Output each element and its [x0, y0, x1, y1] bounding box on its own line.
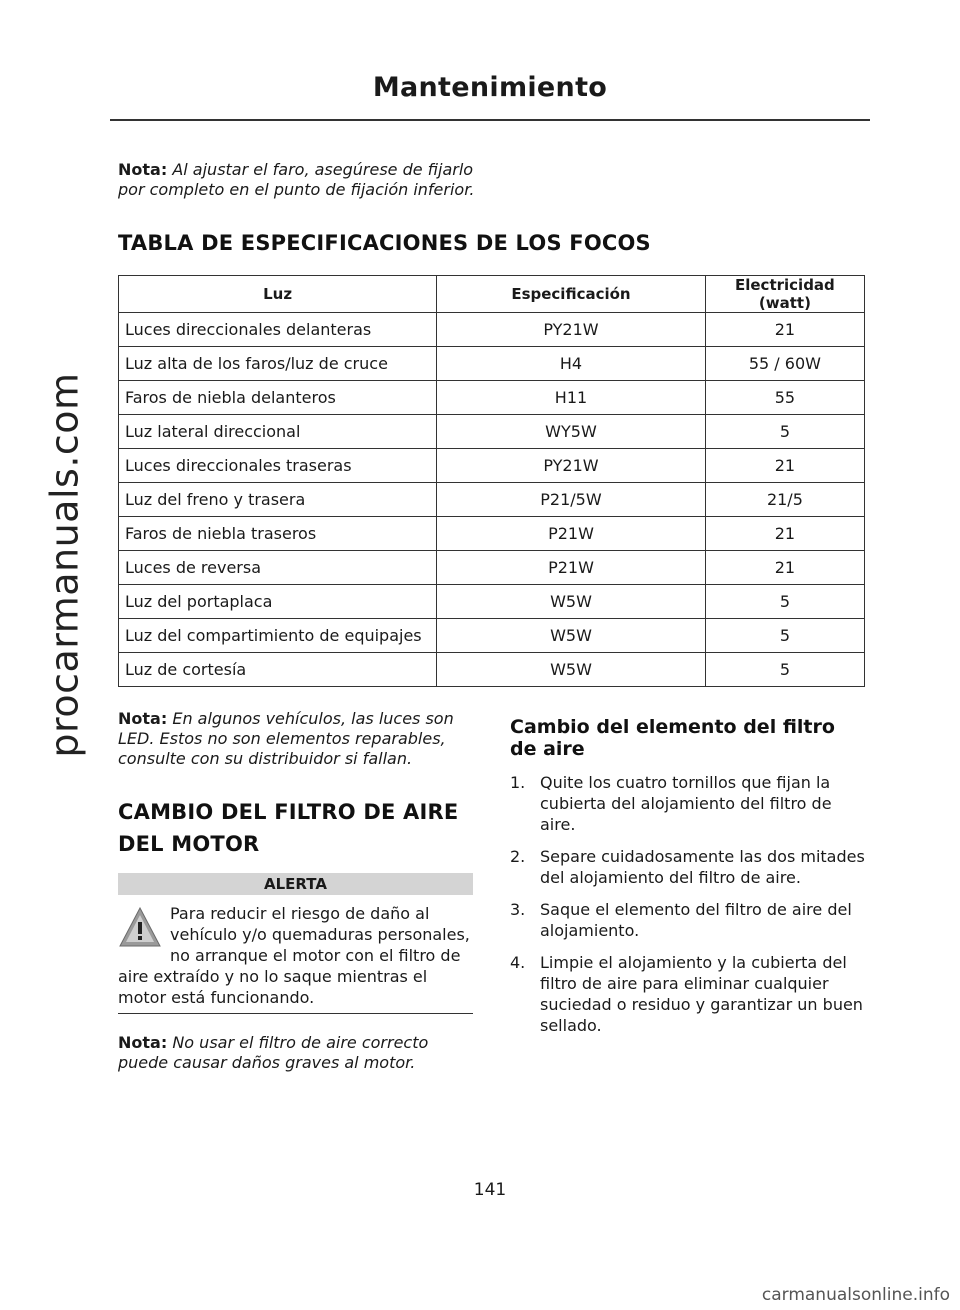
table-body	[119, 313, 865, 687]
cell-especificacion: WY5W	[437, 415, 706, 449]
cell-electricidad: 21	[705, 517, 864, 551]
side-watermark	[35, 300, 95, 830]
note-led	[118, 709, 468, 769]
page-header-title: Mantenimiento	[372, 72, 608, 103]
cell-luz: Luz del compartimiento de equipajes	[119, 619, 437, 653]
table-row	[119, 585, 865, 619]
side-watermark-text: procarmanuals.com	[43, 372, 87, 758]
cell-especificacion: P21/5W	[437, 483, 706, 517]
header-electricidad: Electricidad (watt)	[705, 276, 864, 313]
cell-especificacion: H11	[437, 381, 706, 415]
table-row	[119, 415, 865, 449]
note-label: Nota:	[118, 1033, 168, 1052]
cell-luz: Luces direccionales traseras	[119, 449, 437, 483]
header-especificacion: Especificación	[437, 276, 706, 313]
table-row	[119, 653, 865, 687]
cell-luz: Luz del portaplaca	[119, 585, 437, 619]
cell-especificacion: W5W	[437, 619, 706, 653]
air-filter-title-line1: CAMBIO DEL FILTRO DE AIRE	[118, 800, 459, 824]
bulb-spec-table	[118, 275, 865, 687]
bulb-table-title: TABLA DE ESPECIFICACIONES DE LOS FOCOS	[118, 231, 651, 255]
cell-electricidad: 55	[705, 381, 864, 415]
list-item	[510, 846, 870, 888]
cell-especificacion: PY21W	[437, 449, 706, 483]
cell-luz: Luz lateral direccional	[119, 415, 437, 449]
step-text: Quite los cuatro tornillos que fijan la cubierta del alojamiento del filtro de aire.	[540, 773, 832, 834]
header-divider	[110, 119, 870, 121]
cell-electricidad: 5	[705, 619, 864, 653]
cell-luz: Luz del freno y trasera	[119, 483, 437, 517]
cell-electricidad: 5	[705, 585, 864, 619]
note-headlamp	[118, 160, 488, 200]
air-filter-title-line2: DEL MOTOR	[118, 832, 260, 856]
step-text: Separe cuidadosamente las dos mitades del alojamiento del filtro de aire.	[540, 847, 865, 887]
cell-luz: Faros de niebla delanteros	[119, 381, 437, 415]
table-row	[119, 347, 865, 381]
air-filter-section-title	[118, 796, 478, 860]
table-row	[119, 313, 865, 347]
alert-text: Para reducir el riesgo de daño al vehículo y/o quemaduras personales, no arranque el motor con el filtro de aire extraído y no lo saque mientras el motor está funcionando.	[118, 904, 470, 1007]
cell-especificacion: P21W	[437, 551, 706, 585]
cell-luz: Faros de niebla traseros	[119, 517, 437, 551]
element-change-title: Cambio del elemento del filtro de aire	[510, 716, 835, 760]
alert-divider	[118, 1013, 473, 1014]
table-row	[119, 517, 865, 551]
table-header-row	[119, 276, 865, 313]
list-item	[510, 899, 870, 941]
note-text: Al ajustar el faro, asegúrese de fijarlo por completo en el punto de fijación inferior.	[118, 160, 475, 199]
step-number: 4.	[510, 953, 526, 972]
cell-especificacion: P21W	[437, 517, 706, 551]
note-label: Nota:	[118, 709, 168, 728]
cell-luz: Luces de reversa	[119, 551, 437, 585]
cell-luz: Luces direccionales delanteras	[119, 313, 437, 347]
page-number: 141	[473, 1180, 507, 1200]
footer-watermark: carmanualsonline.info	[761, 1285, 950, 1305]
warning-triangle-icon	[118, 905, 162, 949]
cell-especificacion: H4	[437, 347, 706, 381]
step-text: Limpie el alojamiento y la cubierta del filtro de aire para eliminar cualquier suciedad o residuo y garantizar un buen sellado.	[540, 953, 863, 1035]
cell-electricidad: 21/5	[705, 483, 864, 517]
table-row	[119, 381, 865, 415]
note-label: Nota:	[118, 160, 168, 179]
cell-electricidad: 55 / 60W	[705, 347, 864, 381]
table-row	[119, 551, 865, 585]
step-number: 2.	[510, 847, 526, 866]
step-number: 3.	[510, 900, 526, 919]
cell-electricidad: 21	[705, 313, 864, 347]
table-row	[119, 449, 865, 483]
cell-especificacion: PY21W	[437, 313, 706, 347]
cell-especificacion: W5W	[437, 585, 706, 619]
header-luz: Luz	[119, 276, 437, 313]
list-item	[510, 952, 870, 1036]
table-row	[119, 619, 865, 653]
step-number: 1.	[510, 773, 526, 792]
cell-electricidad: 5	[705, 415, 864, 449]
cell-electricidad: 5	[705, 653, 864, 687]
alert-body	[118, 903, 474, 1008]
note-air-filter	[118, 1033, 468, 1073]
step-text: Saque el elemento del filtro de aire del alojamiento.	[540, 900, 852, 940]
note-text: No usar el filtro de aire correcto puede causar daños graves al motor.	[118, 1033, 429, 1072]
list-item	[510, 772, 870, 835]
note-text: En algunos vehículos, las luces son LED. Estos no son elementos reparables, consulte con su distribuidor si fallan.	[118, 709, 454, 768]
table-row	[119, 483, 865, 517]
cell-electricidad: 21	[705, 449, 864, 483]
cell-especificacion: W5W	[437, 653, 706, 687]
cell-luz: Luz alta de los faros/luz de cruce	[119, 347, 437, 381]
cell-luz: Luz de cortesía	[119, 653, 437, 687]
alert-banner: ALERTA	[118, 873, 473, 895]
element-change-steps	[510, 772, 870, 1047]
cell-electricidad: 21	[705, 551, 864, 585]
